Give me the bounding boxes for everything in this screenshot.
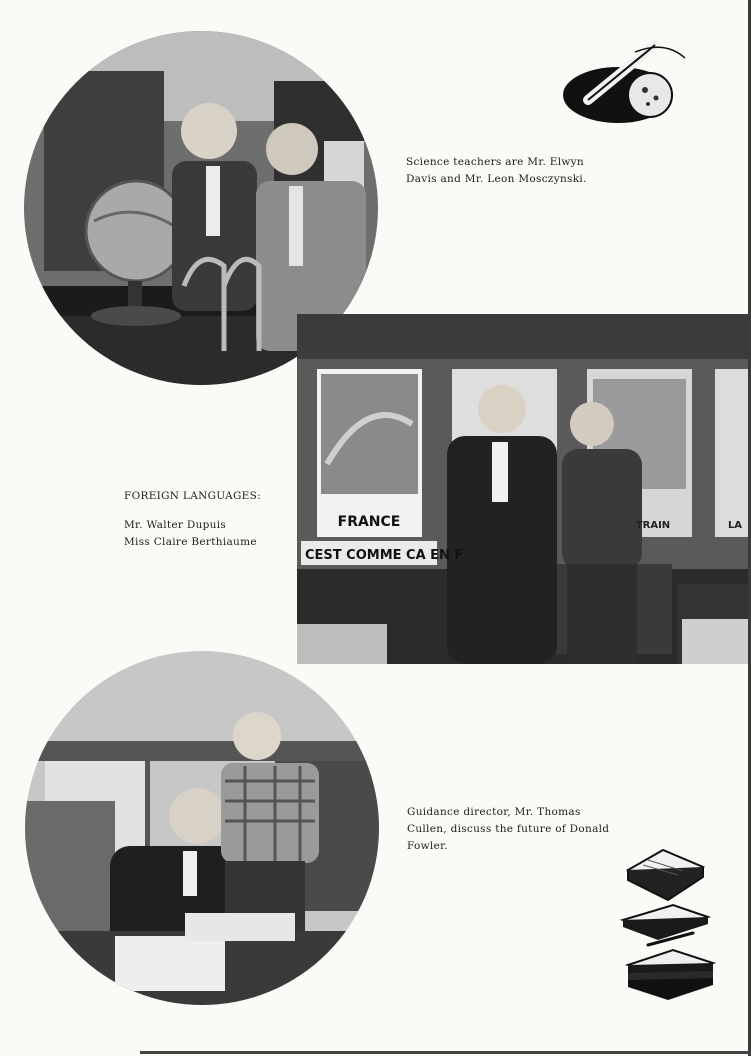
guidance-caption-line: Cullen, discuss the future of Donald [407,823,610,835]
teacher-name: Miss Claire Berthiaume [124,536,257,548]
foreign-languages-heading: FOREIGN LANGUAGES: [124,490,261,502]
banner-text: CEST COMME CA EN F [305,548,464,563]
globe-shape [86,181,186,281]
guidance-caption-line: Fowler. [407,840,448,852]
books-icon [618,845,718,1000]
foreign-languages-photo [297,314,748,664]
science-caption-line: Davis and Mr. Leon Mosczynski. [406,173,587,185]
foreign-languages-caption [124,488,261,551]
science-caption-line: Science teachers are Mr. Elwyn [406,156,584,168]
poster-france-text: FRANCE [337,514,401,530]
microscope-slide-icon [560,40,690,125]
poster-train-text: TRAIN [635,520,671,531]
guidance-caption-line: Guidance director, Mr. Thomas [407,806,581,818]
teacher-name: Mr. Walter Dupuis [124,519,227,531]
guidance-photo [25,651,379,1005]
science-caption [406,154,587,188]
page-bottom-edge [140,1051,751,1054]
poster-partial-text: LA [727,520,743,531]
guidance-caption [407,804,609,855]
